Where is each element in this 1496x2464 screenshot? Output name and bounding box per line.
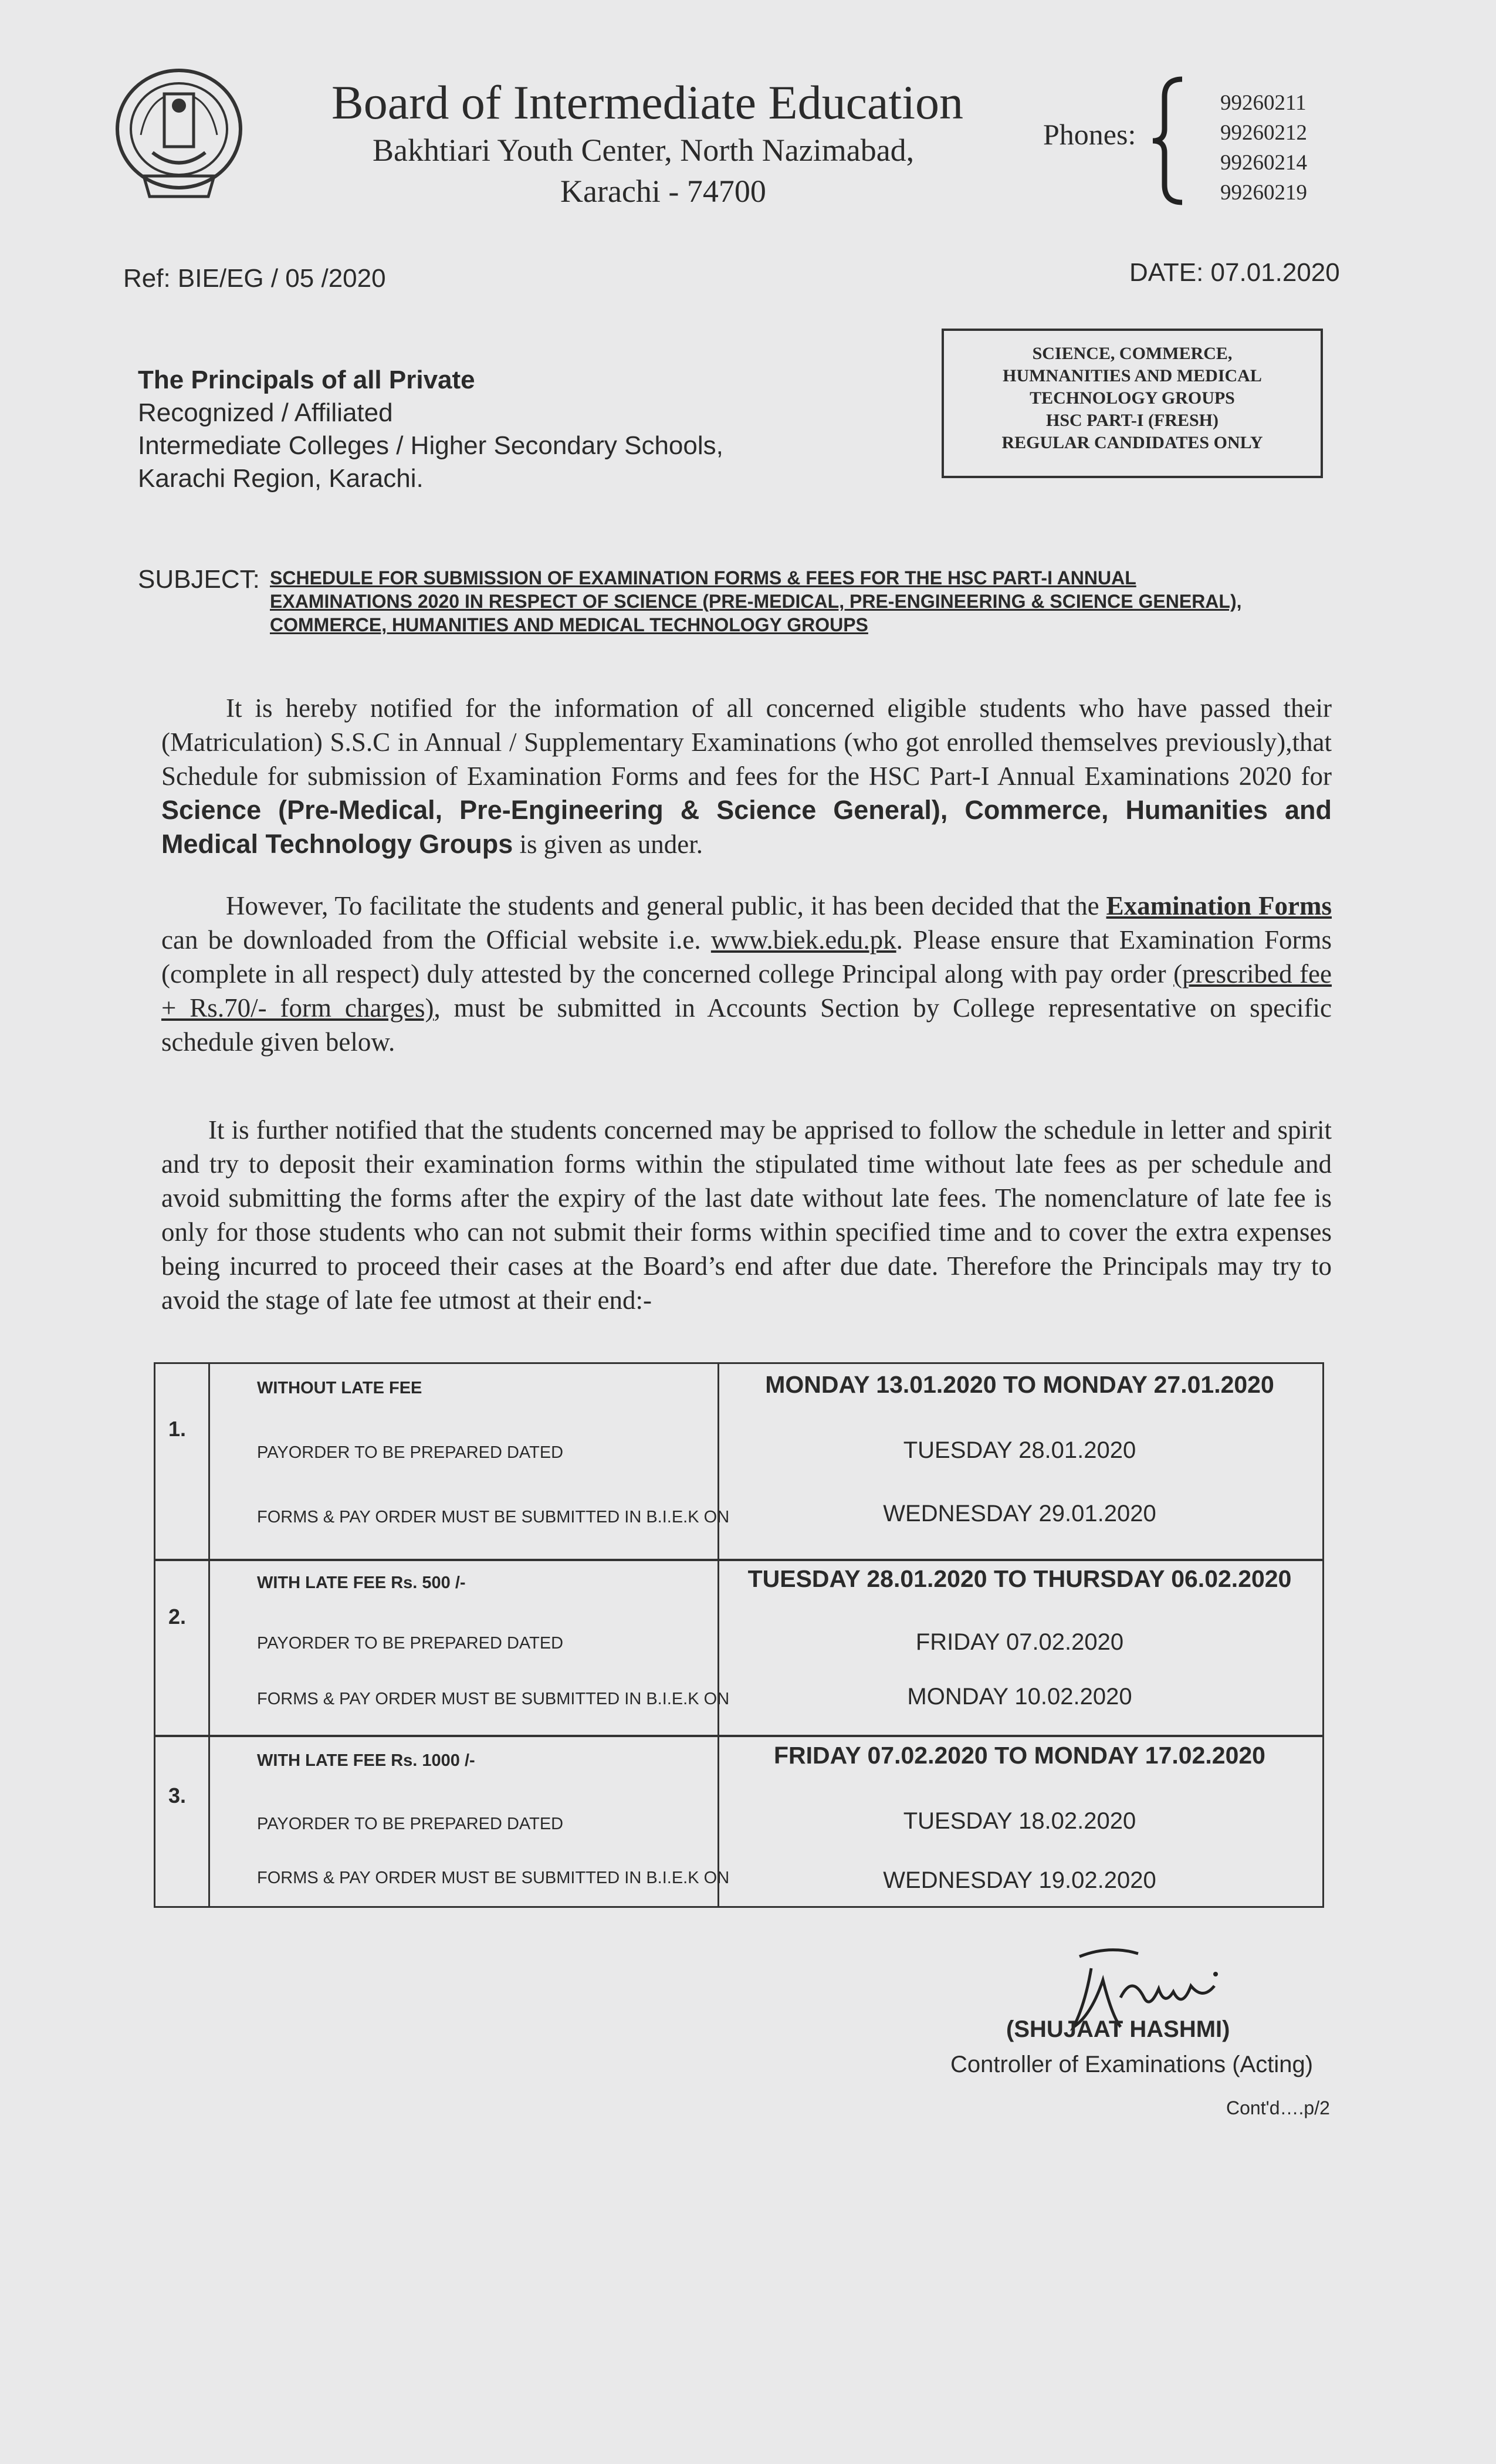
- payorder-date: FRIDAY 07.02.2020: [915, 1629, 1124, 1655]
- signer-title: Controller of Examinations (Acting): [950, 2052, 1314, 2077]
- address-line-2: Karachi - 74700: [560, 174, 766, 209]
- board-name: Board of Intermediate Education: [331, 76, 963, 129]
- reference-number: Ref: BIE/EG / 05 /2020: [123, 264, 386, 293]
- phone-numbers: [1220, 88, 1307, 208]
- paragraph-text: It is further notified that the students concerned may be apprised to follow the schedule in letter and spirit and try to deposit their examination forms within the stipulated time without late fees as per schedule and avoid submitting the forms after the expiry of the last date without late fees. The nomenclature of late fee is only for those students who can not submit their forms within specified time and to cover the extra expenses being incurred to proceed their cases at the Board’s end after due date. Therefore the Principals may try to avoid the stage of late fee utmost at their end:-: [161, 1115, 1332, 1315]
- table-divider: [155, 1735, 1322, 1737]
- paragraph-3: [161, 1113, 1332, 1317]
- table-divider: [155, 1559, 1322, 1561]
- submit-date: MONDAY 10.02.2020: [907, 1684, 1132, 1710]
- submit-label: FORMS & PAY ORDER MUST BE SUBMITTED IN B.I.E.K ON: [257, 1690, 730, 1708]
- schedule-table: [154, 1362, 1324, 1908]
- subject-label: SUBJECT:: [138, 565, 260, 594]
- fee-label: WITHOUT LATE FEE: [257, 1379, 422, 1397]
- payorder-date: TUESDAY 28.01.2020: [903, 1437, 1136, 1463]
- paragraph-text: is given as under.: [513, 830, 703, 859]
- addressee-line: Karachi Region, Karachi.: [138, 464, 424, 493]
- brace-icon: [1150, 76, 1191, 205]
- address-line-1: Bakhtiari Youth Center, North Nazimabad,: [373, 133, 915, 168]
- paragraph-text: However, To facilitate the students and general public, it has been decided that the: [226, 891, 1106, 920]
- fee-note: (prescribed fee + Rs.70/- form charges): [161, 959, 1332, 1023]
- phone-number: 99260212: [1220, 121, 1307, 145]
- groups-box-line: REGULAR CANDIDATES ONLY: [1001, 433, 1263, 452]
- paragraph-1: [161, 691, 1332, 861]
- letter-date: DATE: 07.01.2020: [1129, 258, 1340, 287]
- paragraph-text: , must be submitted in Accounts Section by College representative on specific schedule given below.: [161, 993, 1332, 1057]
- addressee-block: [138, 364, 723, 495]
- groups-box-line: TECHNOLOGY GROUPS: [1030, 388, 1235, 408]
- row-number: 2.: [168, 1605, 187, 1629]
- phones-label: Phones:: [1043, 118, 1136, 151]
- paragraph-text: . Please ensure that Examination Forms (complete in all respect) duly attested by the concerned college Principal along with pay order: [161, 925, 1332, 989]
- phone-number: 99260219: [1220, 181, 1307, 205]
- addressee-line: Intermediate Colleges / Higher Secondary Schools,: [138, 431, 723, 460]
- submit-date: WEDNESDAY 19.02.2020: [883, 1867, 1156, 1893]
- board-logo-icon: [111, 65, 246, 205]
- subject-line: EXAMINATIONS 2020 IN RESPECT OF SCIENCE (PRE-MEDICAL, PRE-ENGINEERING & SCIENCE GENERAL),: [270, 591, 1242, 612]
- submit-label: FORMS & PAY ORDER MUST BE SUBMITTED IN B.I.E.K ON: [257, 1508, 730, 1527]
- groups-box-line: HSC PART-I (FRESH): [1046, 411, 1219, 430]
- submit-label: FORMS & PAY ORDER MUST BE SUBMITTED IN B.I.E.K ON: [257, 1869, 730, 1887]
- addressee-line: The Principals of all Private: [138, 365, 475, 394]
- subject-text: [270, 566, 1338, 637]
- subject-line: COMMERCE, HUMANITIES AND MEDICAL TECHNOLOGY GROUPS: [270, 614, 868, 635]
- groups-box: [942, 329, 1323, 478]
- payorder-label: PAYORDER TO BE PREPARED DATED: [257, 1634, 564, 1653]
- fee-label: WITH LATE FEE Rs. 500 /-: [257, 1573, 466, 1592]
- fee-label: WITH LATE FEE Rs. 1000 /-: [257, 1751, 475, 1770]
- addressee-line: Recognized / Affiliated: [138, 398, 393, 427]
- payorder-date: TUESDAY 18.02.2020: [903, 1808, 1136, 1834]
- fee-period: TUESDAY 28.01.2020 TO THURSDAY 06.02.2020: [747, 1565, 1292, 1592]
- fee-period: MONDAY 13.01.2020 TO MONDAY 27.01.2020: [765, 1371, 1274, 1398]
- row-number: 1.: [168, 1417, 187, 1441]
- paragraph-text: can be downloaded from the Official website i.e.: [161, 925, 711, 955]
- signer-name: (SHUJAAT HASHMI): [1006, 2016, 1230, 2042]
- groups-box-line: HUMNANITIES AND MEDICAL: [1003, 366, 1262, 385]
- paragraph-2: [161, 889, 1332, 1059]
- payorder-label: PAYORDER TO BE PREPARED DATED: [257, 1815, 564, 1833]
- examination-forms-text: Examination Forms: [1106, 891, 1332, 920]
- website-link: www.biek.edu.pk: [710, 925, 896, 955]
- groups-box-line: SCIENCE, COMMERCE,: [1032, 344, 1233, 363]
- paragraph-bold-text: Science (Pre-Medical, Pre-Engineering & Science General), Commerce, Humanities and Medical Technology Groups: [161, 795, 1332, 859]
- fee-period: FRIDAY 07.02.2020 TO MONDAY 17.02.2020: [774, 1742, 1265, 1769]
- submit-date: WEDNESDAY 29.01.2020: [883, 1501, 1156, 1527]
- table-divider: [208, 1364, 210, 1906]
- phone-number: 99260211: [1220, 91, 1307, 115]
- payorder-label: PAYORDER TO BE PREPARED DATED: [257, 1443, 564, 1462]
- phone-number: 99260214: [1220, 151, 1307, 175]
- continued-note: Cont'd….p/2: [1226, 2097, 1330, 2118]
- row-number: 3.: [168, 1783, 187, 1808]
- paragraph-text: It is hereby notified for the information of all concerned eligible students who have passed their (Matriculation) S.S.C in Annual / Supplementary Examinations (who got enrolled themselves previously),that Schedule for submission of Examination Forms and fees for the HSC Part-I Annual Examinations 2020 for: [161, 693, 1332, 791]
- subject-line: SCHEDULE FOR SUBMISSION OF EXAMINATION FORMS & FEES FOR THE HSC PART-I ANNUAL: [270, 567, 1136, 588]
